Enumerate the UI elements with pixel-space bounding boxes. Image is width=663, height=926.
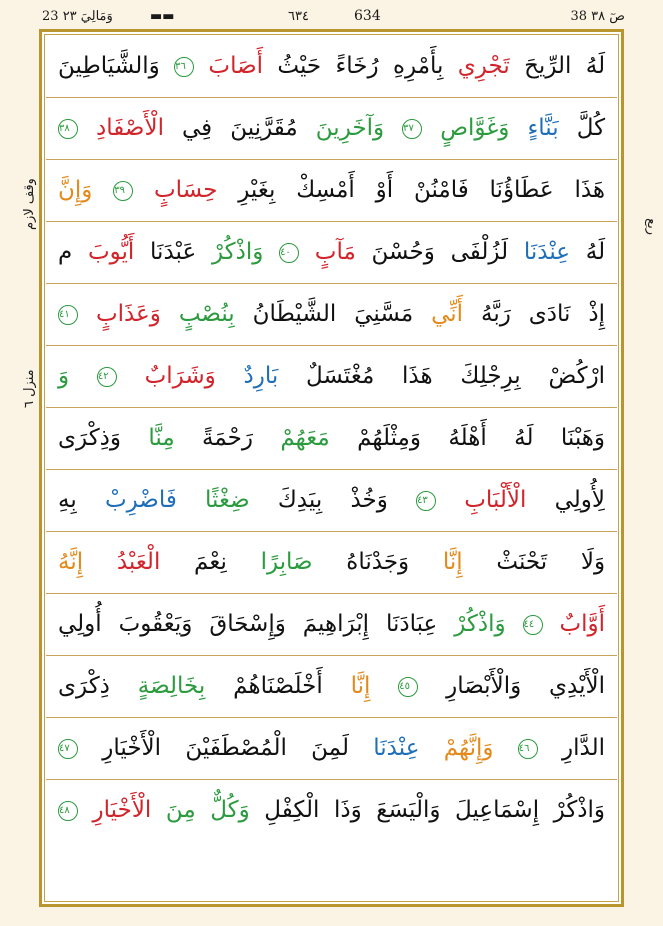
word: وَشَرَابٌ [144,363,216,389]
word: صَابِرًا [260,549,313,575]
word: مُقَرَّنِينَ [230,115,298,141]
word: حِسَابٍ [154,177,218,203]
word: أَوَّابٌ [559,611,606,637]
word: وَهَبْنَا [560,425,606,451]
ayah-number-marker: ٤٠ [279,243,299,263]
word: مِنَ [165,797,196,823]
word: إِبْرَاهِيمَ [302,611,369,637]
word: مَعَهُمْ [280,425,330,451]
word: عَطَاؤُنَا [489,177,554,203]
word: فَاضْرِبْ [104,487,177,513]
ayah-number-marker: ٤٤ [523,615,543,635]
ayah-number-marker: ٣٧ [402,119,422,139]
word: إِنَّهُ [58,549,84,575]
word: نِعْمَ [194,549,227,575]
word: وَمِثْلَهُمْ [357,425,421,451]
word: وَعَذَابٍ [95,301,161,327]
word: عَبْدَنَا [150,239,197,265]
ayah-number-marker: ٣٩ [113,181,133,201]
juz-label: 23 وَمَالِيَ ٢٣ [42,9,113,24]
word: أَصَابَ [208,53,264,79]
word: مُغْتَسَلٌ [306,363,375,389]
text-line [46,656,617,718]
word: إِذْ [588,301,606,327]
text-line [46,718,617,780]
word: وَاذْكُرْ [211,239,264,265]
word: بَنَّاءٍ [527,115,559,141]
word: وَذِكْرَى [58,425,121,451]
word: أَنِّي [431,301,464,327]
word: الْأَصْفَادِ [96,115,164,141]
word: أَمْسِكْ [296,177,355,203]
ayah-number-marker: ٣٨ [58,119,78,139]
word: بَارِدٌ [243,363,279,389]
word: لَزُلْفَى [450,239,509,265]
word: وَاذْكُرْ [454,611,506,637]
word: بِيَدِكَ [277,487,323,513]
text-line [46,160,617,222]
word: وَإِنَّ [58,177,93,203]
surah-label: 38 صٓ ٣٨ [570,9,625,24]
ayah-number-marker: ٤٧ [58,739,78,759]
waqf-note: وقف لازم [22,178,37,230]
word: لَهُ [585,239,606,265]
word: رَحْمَةً [202,425,253,451]
word: بِرِجْلِكَ [460,363,521,389]
page-header [42,6,625,28]
word: حَيْثُ [277,53,322,79]
word: وَ [58,363,70,389]
page-number-arabic: ٦٣٤ [288,9,309,24]
page-number: 634 [354,8,381,24]
word: الْأَيْدِي [549,673,606,699]
word: إِسْمَاعِيلَ [455,797,540,823]
text-line [46,470,617,532]
ayah-number-marker: ٣٦ [174,57,194,77]
word: لَهُ [585,53,606,79]
word: وَإِنَّهُمْ [443,735,494,761]
word: أَهْلَهُ [448,425,487,451]
word: الدَّارِ [562,735,605,761]
word: أَيُّوبَ [87,239,135,265]
text-line [46,284,617,346]
word: الْمُصْطَفَيْنَ [185,735,287,761]
ayah-number-marker: ٤٢ [97,367,117,387]
word: إِنَّا [350,673,371,699]
word: عِنْدَنَا [373,735,420,761]
word: بِغَيْرِ [238,177,276,203]
word: وَخُذْ [350,487,388,513]
word: وَلَا [580,549,606,575]
word: وَالْيَسَعَ [376,797,441,823]
text-line [46,408,617,470]
word: وَجَدْنَاهُ [346,549,410,575]
word: هَذَا [574,177,606,203]
ayah-number-marker: ٤١ [58,305,78,325]
word: الْعَبْدُ [116,549,161,575]
word: رَبَّهُ [481,301,511,327]
word: عِنْدَنَا [523,239,571,265]
word: مِنَّا [148,425,175,451]
rub-marker: ربع [644,218,659,235]
word: أُولِي [58,611,102,637]
word: كُلَّ [576,115,606,141]
word: أَوْ [375,177,394,203]
word: إِنَّا [442,549,463,575]
word: تَحْنَثْ [496,549,548,575]
word: وَآخَرِينَ [315,115,385,141]
text-line [46,222,617,284]
word: لَهُ [514,425,534,451]
word: بِأَمْرِهِ [392,53,444,79]
word: عِبَادَنَا [385,611,438,637]
word: ارْكُضْ [548,363,606,389]
word: فِي [182,115,213,141]
word: وَذَا [333,797,362,823]
ayah-number-marker: ٤٨ [58,801,78,821]
header-ornament-left: ▬▬ [150,9,175,24]
word: الْكِفْلِ [264,797,320,823]
word: بِنُصْبٍ [178,301,235,327]
word: ضِغْثًا [205,487,250,513]
word: وَإِسْحَاقَ [209,611,286,637]
word: الْأَلْبَابِ [464,487,527,513]
word: الْأَخْيَارِ [92,797,152,823]
word: أَخْلَصْنَاهُمْ [233,673,323,699]
word: فَامْنُنْ [413,177,469,203]
word: وَالشَّيَاطِينَ [58,53,160,79]
word: تَجْرِي [457,53,510,79]
word: وَاذْكُرْ [553,797,606,823]
word: ذِكْرَى [58,673,110,699]
text-line [46,532,617,594]
word: نَادَى [528,301,571,327]
word: رُخَاءً [335,53,379,79]
text-line [46,346,617,408]
word: مَآبٍ [314,239,356,265]
text-line [46,780,617,842]
text-line [46,594,617,656]
quran-text-block [46,36,617,900]
ayah-number-marker: ٤٥ [398,677,418,697]
word: لَمِنَ [311,735,349,761]
word: وَالْأَبْصَارِ [446,673,522,699]
text-line [46,98,617,160]
word: وَحُسْنَ [371,239,435,265]
word: الْأَخْيَارِ [102,735,162,761]
word: مَسَّنِيَ [354,301,414,327]
word: الرِّيحَ [524,53,572,79]
word: بِخَالِصَةٍ [137,673,206,699]
word: وَيَعْقُوبَ [118,611,193,637]
word: الشَّيْطَانُ [252,301,337,327]
word: م [58,239,73,265]
word: هَذَا [402,363,433,389]
word: بِهِ [58,487,77,513]
word: وَكُلٌّ [210,797,250,823]
text-line [46,36,617,98]
word: وَغَوَّاصٍ [440,115,510,141]
manzil-marker: منزل ٦ [22,369,37,408]
ayah-number-marker: ٤٣ [416,491,436,511]
ayah-number-marker: ٤٦ [518,739,538,759]
word: لِأُولِي [554,487,606,513]
